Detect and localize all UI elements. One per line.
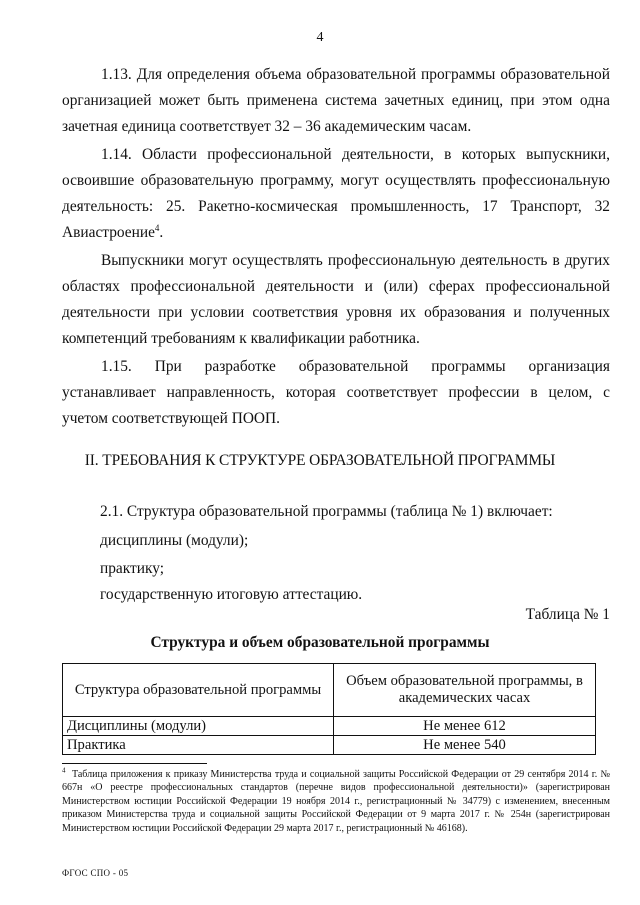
table-row [63, 736, 596, 755]
table-cell-hours: Не менее 540 [334, 736, 596, 755]
footer-label: ФГОС СПО - 05 [62, 868, 129, 878]
structure-item-attestation: государственную итоговую аттестацию. [100, 586, 363, 603]
table-cell-component: Дисциплины (модули) [63, 717, 334, 736]
table-label: Таблица № 1 [525, 606, 610, 623]
footnote [62, 768, 610, 835]
table-title: Структура и объем образовательной программы [150, 634, 490, 651]
structure-item-disciplines: дисциплины (модули); [100, 532, 249, 549]
table-cell-hours: Не менее 612 [334, 717, 596, 736]
footnote-marker: 4 [62, 766, 66, 775]
table-row [63, 717, 596, 736]
table-header-structure: Структура образовательной программы [63, 664, 334, 717]
footnote-divider [62, 763, 207, 764]
table-header-volume: Объем образовательной программы, в академических часах [334, 664, 596, 717]
structure-table [62, 663, 596, 755]
structure-item-practice: практику; [100, 560, 165, 577]
page-number: 4 [316, 30, 324, 45]
table-cell-component: Практика [63, 736, 334, 755]
footnote-ref: 4 [154, 222, 160, 233]
footnote-text: Таблица приложения к приказу Министерства труда и социальной защиты Российской Федерации от 29 сентября 2014 г. № 667н «О реестре профессиональных стандартов (перечне видов профессиональной деятельности)» (зарегистрирован Министерством юстиции Российской Федерации 19 ноября 2014 г., регистрационный № 34779) с изменением, внесенным приказом Министерства труда и социальной защиты Российской Федерации от 9 марта 2017 г. № 254н (зарегистрирован Министерством юстиции Российской Федерации 29 марта 2017 г., регистрационный № 46168). [62, 769, 611, 834]
paragraph-1-14: 1.14. Области профессиональной деятельности, в которых выпускники, освоившие образовательную программу, могут осуществлять профессиональную деятельность: 25. Ракетно-космическая промышленность, 17 Транспорт, 32 Авиастроение$^4$. [62, 146, 610, 241]
paragraph-1-14-text: 1.14. Области профессиональной деятельности, в которых выпускники, освоившие образовательную программу, могут осуществлять профессиональную деятельность: 25. Ракетно-космическая промышленность, 17 Транспорт, 32 Авиастроение [62, 146, 610, 241]
structure-intro: 2.1. Структура образовательной программы (таблица № 1) включает: [100, 503, 553, 520]
section-heading: II. ТРЕБОВАНИЯ К СТРУКТУРЕ ОБРАЗОВАТЕЛЬНОЙ ПРОГРАММЫ [84, 452, 556, 469]
paragraph-1-15: 1.15. При разработке образовательной программы организация устанавливает направленность, которая соответствует профессии в целом, с учетом соответствующей ПООП. [62, 358, 610, 427]
table-header-row [63, 664, 596, 717]
paragraph-1-13: 1.13. Для определения объема образовательной программы образовательной организацией может быть применена система зачетных единиц, при этом одна зачетная единица соответствует 32 – 36 академическим часам. [62, 66, 610, 135]
body-text-top [62, 62, 610, 432]
paragraph-graduates: Выпускники могут осуществлять профессиональную деятельность в других областях профессиональной деятельности и (или) сферах профессиональной деятельности при условии соответствия уровня их образования и полученных компетенций требованиям к квалификации работника. [62, 252, 610, 347]
